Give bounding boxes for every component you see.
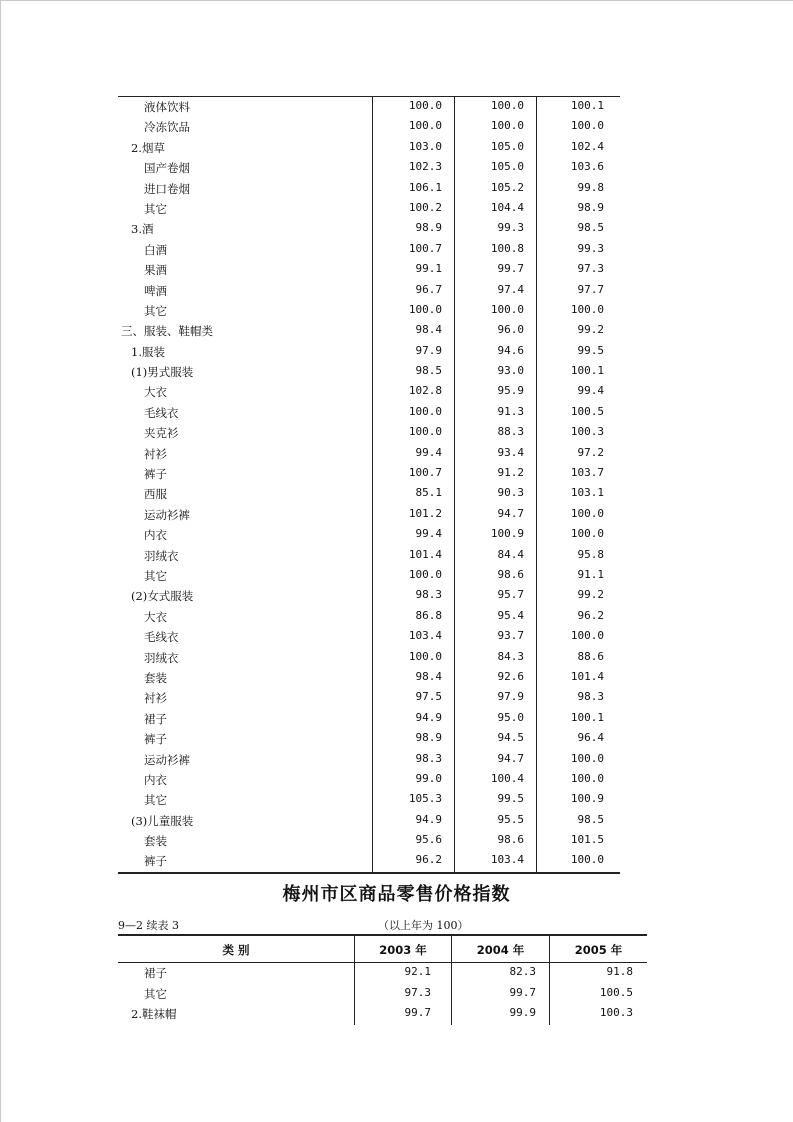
row-value-2003: 100.0 [408,649,442,663]
row-value-2003: 98.3 [415,751,442,765]
row-value-2003: 98.4 [415,669,442,683]
table-row [118,138,620,158]
row-value-2003: 86.8 [415,608,442,622]
row-value-2003: 106.1 [408,180,442,194]
row-value-2005: 103.7 [570,466,604,480]
table-row [118,199,620,219]
row-label: 西服 [144,487,167,502]
table-row [118,342,620,362]
row-value-2003: 99.4 [415,527,442,541]
row-value-2005: 100.0 [570,771,604,785]
row-value-2004: 105.0 [490,160,524,174]
row-label: 果酒 [144,263,167,278]
row-value-2003: 100.0 [408,425,442,439]
table-row [118,648,620,668]
table-row [118,627,620,647]
row-label: 其它 [144,303,167,318]
row-label: 其它 [144,793,167,808]
table-row [118,403,620,423]
row-label: 白酒 [144,242,167,257]
table-header [118,936,647,962]
header-2005: 2005 年 [574,943,623,957]
row-value-2005: 100.3 [570,425,604,439]
row-value-2004: 84.4 [497,547,524,561]
row-value-2005: 100.1 [570,710,604,724]
row-value-2003: 98.5 [415,364,442,378]
row-value-2005: 100.3 [599,1006,633,1019]
row-value-2004: 100.8 [490,241,524,255]
row-value-2003: 98.9 [415,731,442,745]
row-label: 冷冻饮品 [144,120,190,135]
row-value-2003: 98.9 [415,221,442,235]
row-value-2003: 100.7 [408,466,442,480]
row-label: 内衣 [144,772,167,787]
row-value-2005: 100.1 [570,99,604,112]
row-value-2004: 93.7 [497,629,524,643]
row-value-2005: 88.6 [577,649,604,663]
table-row [118,607,620,627]
table-row [118,505,620,525]
row-value-2004: 100.0 [490,119,524,133]
row-value-2004: 98.6 [497,833,524,847]
row-label: 进口卷烟 [144,181,190,196]
row-value-2004: 97.4 [497,282,524,296]
row-value-2005: 100.5 [599,985,633,999]
table-row [118,382,620,402]
table-row [118,117,620,137]
row-value-2005: 100.9 [570,792,604,806]
row-value-2003: 100.0 [408,567,442,581]
row-value-2003: 101.4 [408,547,442,561]
row-label: 裤子 [144,732,167,747]
row-value-2003: 85.1 [415,486,442,500]
table-row [118,668,620,688]
row-label: 三、服装、鞋帽类 [121,324,213,339]
row-value-2004: 100.4 [490,771,524,785]
row-label: 其它 [144,986,167,1001]
table-row [118,362,620,382]
table-row [118,984,647,1005]
row-value-2003: 94.9 [415,812,442,826]
row-label: 套装 [144,834,167,849]
row-label: 羽绒衣 [144,548,179,563]
table-row [118,219,620,239]
row-value-2003: 99.1 [415,262,442,276]
row-value-2005: 91.1 [577,567,604,581]
row-value-2003: 99.4 [415,445,442,459]
row-label: 其它 [144,568,167,583]
table-row [118,729,620,749]
row-label: 夹克衫 [144,426,179,441]
row-value-2003: 97.3 [404,985,431,999]
row-value-2003: 105.3 [408,792,442,806]
column-divider [451,936,452,962]
row-label: 3.酒 [131,222,154,237]
row-value-2004: 105.0 [490,139,524,153]
row-value-2004: 91.2 [497,466,524,480]
row-value-2003: 102.3 [408,160,442,174]
row-value-2003: 98.4 [415,323,442,337]
row-value-2004: 95.4 [497,608,524,622]
row-value-2005: 97.7 [577,282,604,296]
row-value-2003: 97.9 [415,343,442,357]
row-value-2005: 99.3 [577,241,604,255]
price-index-table-continued [118,96,620,874]
row-value-2003: 96.7 [415,282,442,296]
row-value-2004: 99.7 [509,985,536,999]
row-value-2004: 95.7 [497,588,524,602]
row-value-2005: 99.5 [577,343,604,357]
column-divider [549,936,550,962]
row-label: 毛线衣 [144,405,179,420]
row-value-2003: 102.8 [408,384,442,398]
table-row [118,750,620,770]
table-row [118,851,620,871]
table-row [118,831,620,851]
table-row [118,1004,647,1025]
table-row [118,811,620,831]
table-row [118,709,620,729]
row-value-2005: 100.0 [570,751,604,765]
row-value-2003: 101.2 [408,506,442,520]
row-value-2003: 95.6 [415,833,442,847]
row-value-2003: 98.3 [415,588,442,602]
page-title: 梅州市区商品零售价格指数 [282,884,511,905]
row-value-2004: 103.4 [490,853,524,867]
row-value-2004: 94.6 [497,343,524,357]
row-value-2005: 100.1 [570,364,604,378]
header-2004: 2004 年 [476,943,525,957]
row-value-2003: 97.5 [415,690,442,704]
table-row [118,525,620,545]
row-value-2003: 92.1 [404,965,431,978]
row-value-2004: 95.0 [497,710,524,724]
table-row [118,158,620,178]
row-value-2004: 105.2 [490,180,524,194]
row-value-2005: 100.0 [570,629,604,643]
row-value-2003: 99.7 [404,1006,431,1019]
row-value-2005: 99.2 [577,323,604,337]
row-value-2004: 94.5 [497,731,524,745]
row-label: 运动衫裤 [144,752,190,767]
row-value-2004: 92.6 [497,669,524,683]
table-row [118,423,620,443]
row-value-2004: 99.7 [497,262,524,276]
row-value-2004: 98.6 [497,567,524,581]
table-row [118,546,620,566]
row-value-2005: 98.5 [577,221,604,235]
base-year-note: （以上年为 100） [378,919,469,932]
row-value-2004: 94.7 [497,751,524,765]
row-value-2005: 95.8 [577,547,604,561]
column-divider [354,936,355,962]
row-label: 大衣 [144,385,167,400]
row-value-2005: 101.4 [570,669,604,683]
table-row [118,260,620,280]
row-label: 2.鞋袜帽 [131,1007,177,1021]
row-value-2005: 98.9 [577,200,604,214]
row-value-2005: 98.3 [577,690,604,704]
row-label: (3)儿童服装 [131,813,194,828]
row-value-2005: 102.4 [570,139,604,153]
row-value-2003: 96.2 [415,853,442,867]
table-row [118,301,620,321]
row-value-2003: 103.4 [408,629,442,643]
row-value-2005: 97.3 [577,262,604,276]
row-label: 2.烟草 [131,140,165,155]
row-value-2005: 99.4 [577,384,604,398]
row-value-2004: 104.4 [490,200,524,214]
row-value-2005: 100.0 [570,853,604,867]
row-value-2004: 99.9 [509,1006,536,1019]
row-value-2004: 99.5 [497,792,524,806]
table-row [118,688,620,708]
row-value-2004: 100.9 [490,527,524,541]
header-category: 类 别 [222,943,250,957]
table-row [118,566,620,586]
table-row [118,281,620,301]
header-2003: 2003 年 [379,943,427,957]
row-value-2005: 100.0 [570,302,604,316]
row-value-2005: 103.1 [570,486,604,500]
row-value-2005: 100.5 [570,404,604,418]
table-bottom-rule [118,872,620,874]
row-label: 裙子 [144,966,167,980]
row-label: 套装 [144,670,167,685]
row-value-2005: 103.6 [570,160,604,174]
table-body [118,963,647,1025]
table-row [118,321,620,341]
table-row [118,240,620,260]
row-value-2004: 99.3 [497,221,524,235]
row-value-2003: 100.0 [408,404,442,418]
row-value-2004: 82.3 [509,965,536,978]
row-value-2004: 93.4 [497,445,524,459]
row-value-2004: 95.5 [497,812,524,826]
row-label: 大衣 [144,609,167,624]
row-label: (1)男式服装 [131,365,194,380]
row-value-2004: 88.3 [497,425,524,439]
row-value-2004: 90.3 [497,486,524,500]
row-value-2004: 84.3 [497,649,524,663]
row-value-2005: 100.0 [570,527,604,541]
row-label: 裤子 [144,467,167,482]
row-value-2003: 99.0 [415,771,442,785]
row-label: 液体饮料 [144,100,190,114]
row-value-2004: 100.0 [490,302,524,316]
row-label: 国产卷烟 [144,161,190,176]
row-label: 裙子 [144,711,167,726]
row-value-2003: 94.9 [415,710,442,724]
row-value-2005: 91.8 [606,965,633,978]
table-row [118,444,620,464]
row-value-2003: 100.2 [408,200,442,214]
row-label: (2)女式服装 [131,589,194,604]
table-row [118,179,620,199]
page-edge-top [0,0,793,1]
row-value-2003: 100.0 [408,302,442,316]
row-value-2004: 93.0 [497,364,524,378]
row-label: 衬衫 [144,691,167,706]
page-edge-left [0,0,1,1122]
row-value-2004: 94.7 [497,506,524,520]
row-value-2004: 100.0 [490,99,524,112]
row-value-2005: 100.0 [570,119,604,133]
table-row [118,586,620,606]
row-label: 运动衫裤 [144,507,190,522]
table-row [118,484,620,504]
row-label: 内衣 [144,528,167,543]
table-row [118,770,620,790]
row-label: 其它 [144,201,167,216]
row-label: 啤酒 [144,283,167,298]
table-row [118,790,620,810]
table-row [118,97,620,117]
row-value-2005: 97.2 [577,445,604,459]
row-label: 1.服装 [131,344,165,359]
row-value-2005: 99.8 [577,180,604,194]
row-label: 衬衫 [144,446,167,461]
row-value-2005: 96.4 [577,731,604,745]
table-body [118,97,620,872]
row-value-2003: 100.0 [408,119,442,133]
row-value-2004: 95.9 [497,384,524,398]
row-label: 羽绒衣 [144,650,179,665]
row-value-2004: 97.9 [497,690,524,704]
row-value-2005: 101.5 [570,833,604,847]
row-value-2003: 100.7 [408,241,442,255]
row-label: 裤子 [144,854,167,869]
table-row [118,464,620,484]
row-value-2004: 91.3 [497,404,524,418]
table-code: 9—2 续表 3 [118,919,179,932]
row-value-2003: 103.0 [408,139,442,153]
row-value-2005: 99.2 [577,588,604,602]
table-row [118,963,647,984]
row-value-2004: 96.0 [497,323,524,337]
row-label: 毛线衣 [144,630,179,645]
row-value-2005: 98.5 [577,812,604,826]
row-value-2003: 100.0 [408,99,442,112]
row-value-2005: 100.0 [570,506,604,520]
row-value-2005: 96.2 [577,608,604,622]
price-index-table [118,934,647,1025]
